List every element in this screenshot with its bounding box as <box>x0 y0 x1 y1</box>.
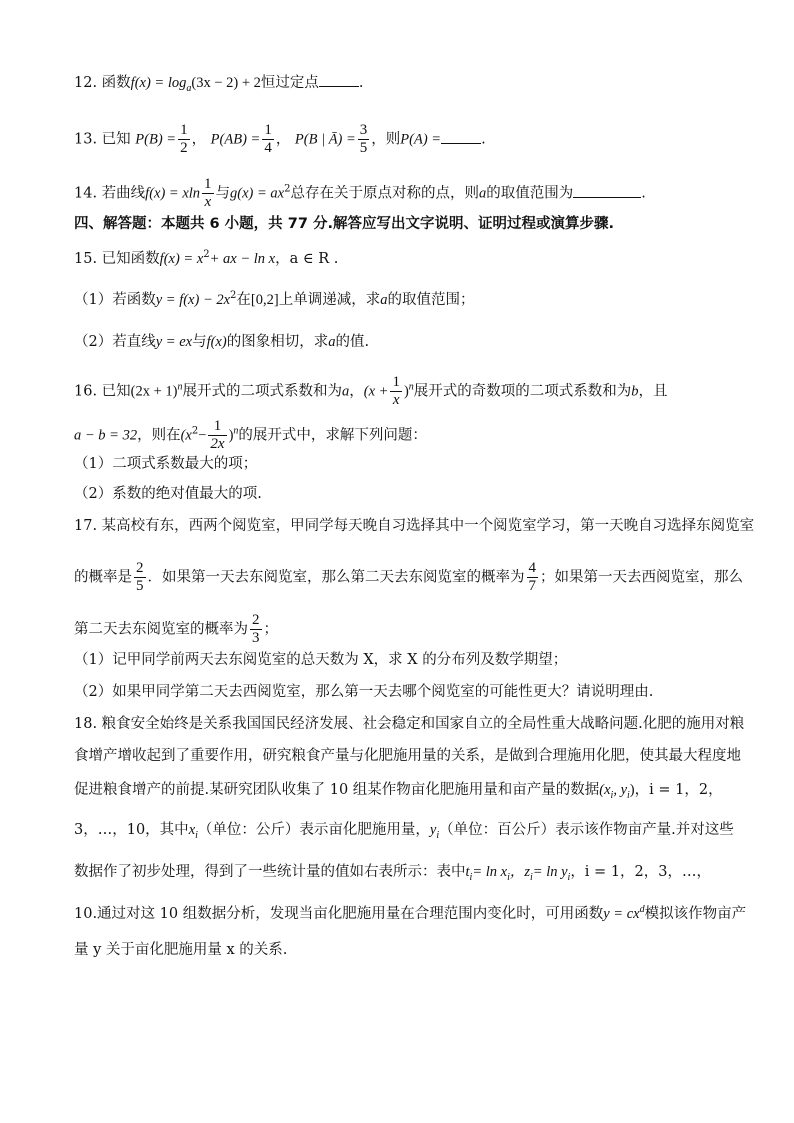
answer-blank <box>319 72 359 87</box>
question-13: 13. 已知 P(B) = $\frac{1}{2}$ ， P(AB) = $\frac{1}{4}$ ， P(B | Ā) = $\frac{3}{5}$ ，则P(A) = . <box>74 122 486 156</box>
fraction: $\frac{2}{3}$ <box>252 612 260 646</box>
question-18-line-7: 量 y 关于亩化肥施用量 x 的关系. <box>74 942 288 958</box>
question-number: 13. <box>74 131 98 148</box>
fraction: $\frac{1}{2x}$ <box>210 418 225 452</box>
question-number: 16. <box>74 383 98 400</box>
question-17-line-3: 第二天去东阅览室的概率为 $\frac{2}{3}$ ； <box>74 612 278 646</box>
question-16-part-1: （1）二项式系数最大的项； <box>74 456 258 472</box>
question-18-line-4: 3，…，10，其中$x_i$（单位：公斤）表示亩化肥施用量，$y_i$（单位：百公斤）表示该作物亩产量.并对这些 <box>74 822 734 841</box>
question-15-part-1: （1）若函数$y = f(x) - 2x^2$在[0,2]上单调递减，求a的取值范围； <box>74 290 475 308</box>
question-18-line-3: 促进粮食增产的前提.某研究团队收集了 10 组某作物亩化肥施用量和亩产量的数据($x_i$, $y_i$)，i = 1，2， <box>74 782 723 801</box>
question-18-line-2: 食增产增收起到了重要作用，研究粮食产量与化肥施用量的关系，是做到合理施用化肥，使其最大程度地 <box>74 748 741 764</box>
fraction: $\frac{1}{x}$ <box>204 176 212 210</box>
question-15: 15. 已知函数$f(x) = x^2+$ ax − ln x，a ∈ R . <box>74 249 339 267</box>
math-expression: f(x) = log <box>130 75 187 91</box>
question-17-part-2: （2）如果甲同学第二天去西阅览室，那么第一天去哪个阅览室的可能性更大？请说明理由. <box>74 684 654 700</box>
question-16-line-2: a − b = 32，则在($x^2-$ $\frac{1}{2x}$ )$^n$的展开式中，求解下列问题： <box>74 418 427 452</box>
question-17: 17. 某高校有东，西两个阅览室，甲同学每天晚自习选择其中一个阅览室学习，第一天晚自习选择东阅览室 <box>74 518 755 534</box>
question-18: 18. 粮食安全始终是关系我国国民经济发展、社会稳定和国家自立的全局性重大战略问题.化肥的施用对粮 <box>74 716 745 732</box>
fraction: $\frac{4}{7}$ <box>528 560 536 594</box>
question-17-line-2: 的概率是 $\frac{2}{5}$ ．如果第一天去东阅览室，那么第二天去东阅览室的概率为 $\frac{4}{7}$ ；如果第一天去西阅览室，那么 <box>74 560 743 594</box>
section-heading: 四、解答题：本题共 6 小题，共 77 分.解答应写出文字说明、证明过程或演算步骤. <box>74 216 614 232</box>
answer-blank <box>441 129 481 144</box>
fraction: $\frac{3}{5}$ <box>359 122 368 156</box>
question-number: 14. <box>74 185 98 202</box>
question-18-line-5: 数据作了初步处理，得到了一些统计量的值如右表所示：表中$t_i= \ln x_i$，$z_i= \ln y_i$，i = 1，2，3，…， <box>74 864 711 883</box>
question-12: 12. 函数$f(x) = \log_a(3x - 2) + 2$恒过定点 . <box>74 72 363 93</box>
fraction: $\frac{1}{x}$ <box>392 374 400 408</box>
question-number: 12. <box>74 75 98 91</box>
question-16-part-2: （2）系数的绝对值最大的项. <box>74 486 262 502</box>
question-number: 17. <box>74 518 98 534</box>
answer-blank <box>573 183 641 198</box>
question-16: 16. 已知$(2x + 1)^n$展开式的二项式系数和为a，(x + $\frac{1}{x}$ )$^n$展开式的奇数项的二项式系数和为b，且 <box>74 374 668 408</box>
question-number: 15. <box>74 251 98 267</box>
fraction: $\frac{2}{5}$ <box>136 560 144 594</box>
question-17-part-1: （1）记甲同学前两天去东阅览室的总天数为 X，求 X 的分布列及数学期望； <box>74 652 568 668</box>
question-14: 14. 若曲线f(x) = xln $\frac{1}{x}$ 与$g(x) = ax^2$总存在关于原点对称的点，则a的取值范围为 . <box>74 176 646 210</box>
fraction: $\frac{1}{2}$ <box>180 122 188 156</box>
question-18-line-6: 10.通过对这 10 组数据分析，发现当亩化肥施用量在合理范围内变化时，可用函数$y = cx^d$模拟该作物亩产 <box>74 904 747 922</box>
fraction: $\frac{1}{4}$ <box>264 122 272 156</box>
question-number: 18. <box>74 716 98 732</box>
question-15-part-2: （2）若直线y = ex与f(x)的图象相切，求a的值. <box>74 334 370 350</box>
